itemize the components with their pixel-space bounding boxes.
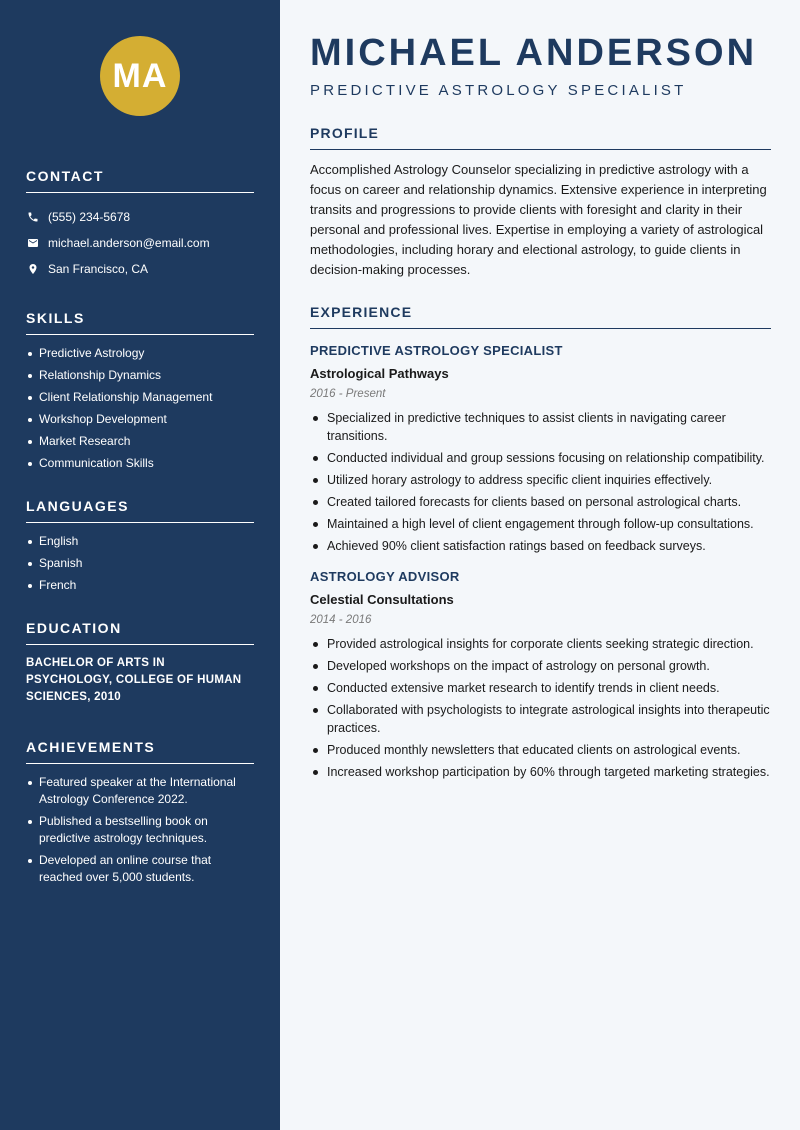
contact-heading: CONTACT — [26, 168, 254, 193]
achievements-list — [26, 774, 254, 886]
achievements-heading: ACHIEVEMENTS — [26, 739, 254, 764]
contact-phone — [26, 204, 254, 230]
profile-summary: Accomplished Astrology Counselor specializing in predictive astrology with a focus on career and relationship dynamics. Extensive experience in interpreting transits and progressions to provide clients with foresight and clarity in their personal and professional lives. Expertise in employing a variety of astrological methodologies, including horary and electional astrology, to guide clients in decision-making processes. — [310, 162, 767, 277]
job-bullet: Maintained a high level of client engagement through follow-up consultations. — [310, 515, 771, 533]
profile-section — [310, 125, 771, 280]
job-dates: 2014 - 2016 — [310, 614, 372, 626]
candidate-name: MICHAEL ANDERSON — [310, 32, 758, 74]
candidate-title: PREDICTIVE ASTROLOGY SPECIALIST — [310, 82, 687, 99]
languages-heading: LANGUAGES — [26, 498, 254, 523]
contact-email-text: michael.anderson@email.com — [48, 236, 210, 250]
achievements-section — [26, 739, 254, 886]
languages-list — [26, 533, 254, 594]
skill-item: Communication Skills — [26, 455, 254, 472]
job-bullet: Achieved 90% client satisfaction ratings based on feedback surveys. — [310, 537, 771, 555]
main-content — [280, 0, 800, 1130]
profile-heading: PROFILE — [310, 125, 771, 150]
job-dates: 2016 - Present — [310, 388, 386, 400]
job-title: PREDICTIVE ASTROLOGY SPECIALIST — [310, 343, 563, 358]
contact-phone-text: (555) 234-5678 — [48, 210, 131, 224]
contact-location-text: San Francisco, CA — [48, 262, 149, 276]
education-degree: BACHELOR OF ARTS IN PSYCHOLOGY, COLLEGE OF HUMAN SCIENCES, 2010 — [26, 657, 242, 703]
experience-heading: EXPERIENCE — [310, 304, 771, 329]
contact-list — [26, 204, 254, 282]
location-pin-icon — [26, 262, 40, 276]
skill-item: Client Relationship Management — [26, 389, 254, 406]
job-bullet: Collaborated with psychologists to integrate astrological insights into therapeutic practices. — [310, 701, 771, 737]
language-item: English — [26, 533, 254, 550]
phone-icon — [26, 210, 40, 224]
job-bullet: Increased workshop participation by 60% through targeted marketing strategies. — [310, 763, 771, 781]
contact-email — [26, 230, 254, 256]
skills-heading: SKILLS — [26, 310, 254, 335]
skill-item: Predictive Astrology — [26, 345, 254, 362]
sidebar — [0, 0, 280, 1130]
job-bullets — [310, 635, 771, 781]
job-entry — [310, 343, 771, 555]
achievement-item: Featured speaker at the International Astrology Conference 2022. — [26, 774, 254, 808]
achievement-item: Developed an online course that reached over 5,000 students. — [26, 852, 254, 886]
languages-section — [26, 498, 254, 594]
job-bullets — [310, 409, 771, 555]
job-bullet: Conducted individual and group sessions focusing on relationship compatibility. — [310, 449, 771, 467]
avatar-initials: MA — [112, 56, 168, 95]
job-bullet: Conducted extensive market research to identify trends in client needs. — [310, 679, 771, 697]
job-bullet: Developed workshops on the impact of astrology on personal growth. — [310, 657, 771, 675]
achievement-item: Published a bestselling book on predictive astrology techniques. — [26, 813, 254, 847]
language-item: Spanish — [26, 555, 254, 572]
skills-section — [26, 310, 254, 472]
skill-item: Market Research — [26, 433, 254, 450]
experience-section — [310, 304, 771, 781]
contact-section — [26, 168, 254, 282]
language-item: French — [26, 577, 254, 594]
skill-item: Relationship Dynamics — [26, 367, 254, 384]
job-bullet: Produced monthly newsletters that educated clients on astrological events. — [310, 741, 771, 759]
avatar — [100, 36, 180, 116]
job-entry — [310, 569, 771, 781]
education-heading: EDUCATION — [26, 620, 254, 645]
job-bullet: Created tailored forecasts for clients based on personal astrological charts. — [310, 493, 771, 511]
skills-list — [26, 345, 254, 472]
job-bullet: Provided astrological insights for corporate clients seeking strategic direction. — [310, 635, 771, 653]
job-bullet: Utilized horary astrology to address specific client inquiries effectively. — [310, 471, 771, 489]
company-name: Astrological Pathways — [310, 366, 449, 381]
job-bullet: Specialized in predictive techniques to assist clients in navigating career transitions. — [310, 409, 771, 445]
education-section — [26, 620, 254, 706]
company-name: Celestial Consultations — [310, 592, 454, 607]
contact-location — [26, 256, 254, 282]
email-icon — [26, 236, 40, 250]
skill-item: Workshop Development — [26, 411, 254, 428]
job-title: ASTROLOGY ADVISOR — [310, 569, 460, 584]
